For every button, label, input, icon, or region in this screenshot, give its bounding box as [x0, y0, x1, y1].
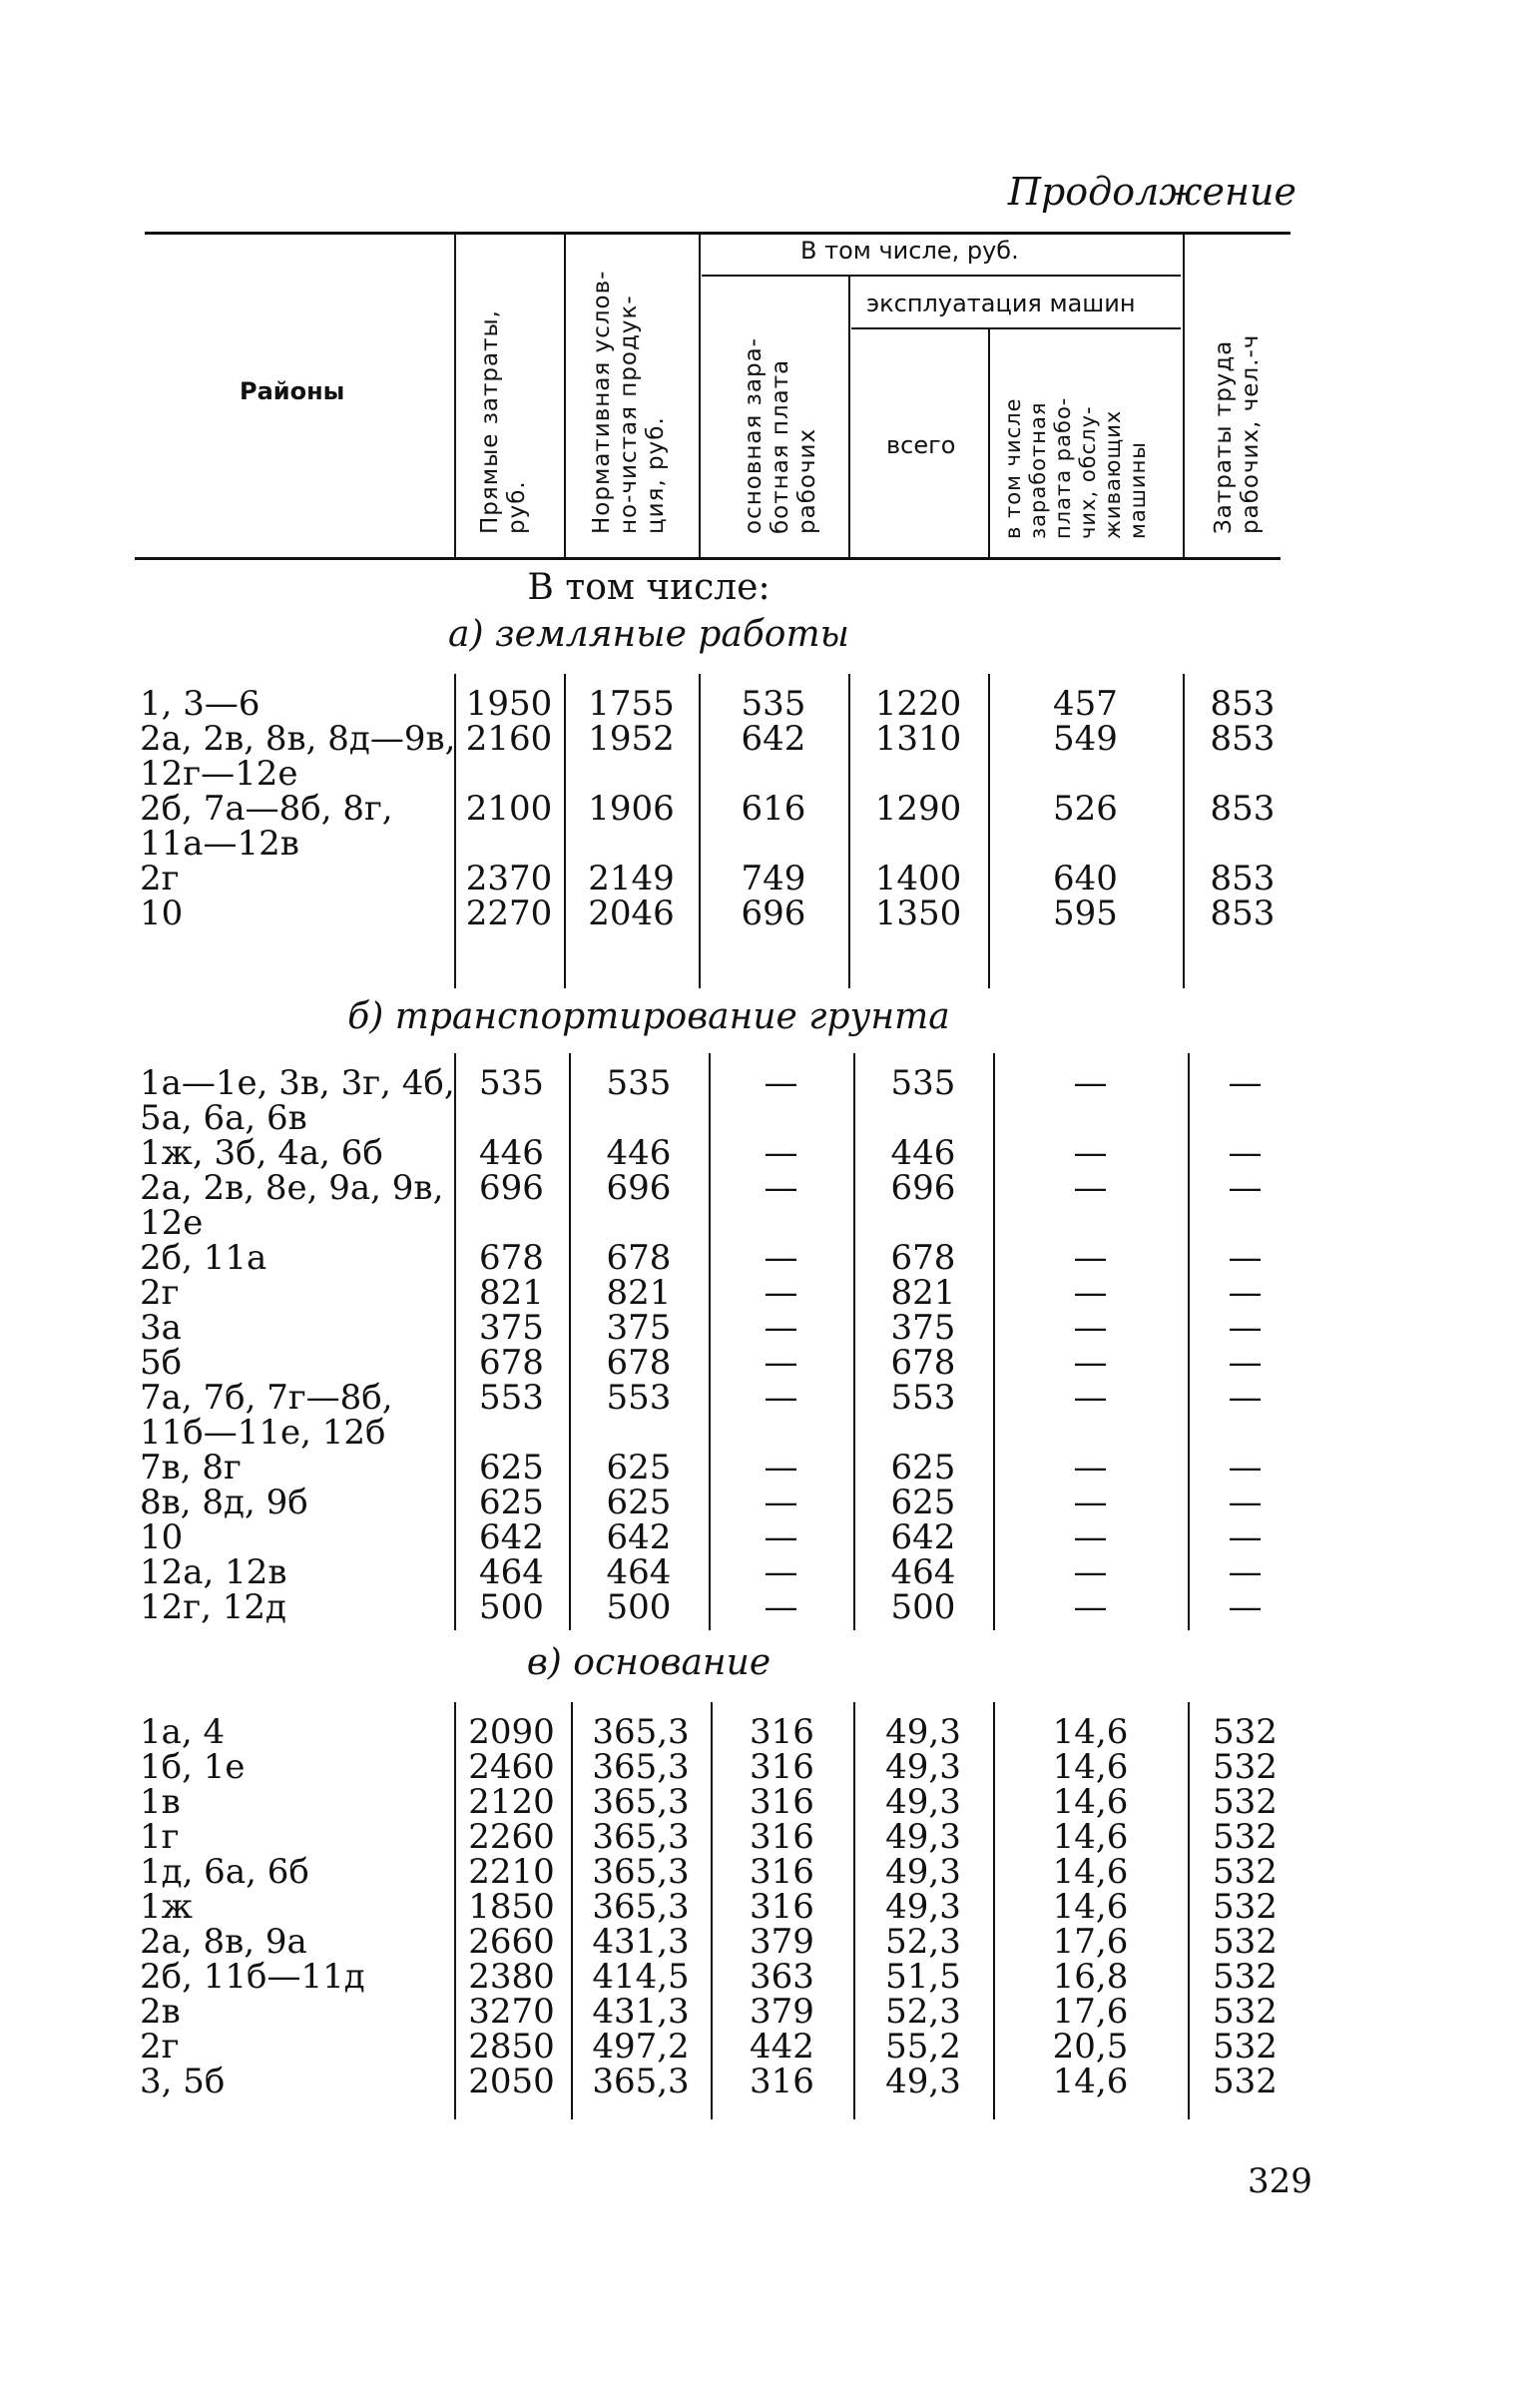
foundation-direct-costs: 2090 2460 2120 2260 2210 1850 2660 2380 3270 2850 2050: [468, 1712, 555, 2101]
earthworks-labor: 853 853 853 853 853: [1210, 684, 1276, 933]
soil-transport-machines-total: 535 446 696 678 821 375 678 553 625 625 642 464 500: [890, 1063, 956, 1627]
earthworks-normative-output: 1755 1952 1906 2149 2046: [588, 684, 675, 933]
header-top-rule: [145, 232, 1290, 235]
running-header: Продолжение: [1007, 170, 1296, 214]
s3-vline-1: [454, 1702, 456, 2119]
s3-vline-2: [571, 1702, 573, 2119]
s3-vline-4: [853, 1702, 855, 2119]
foundation-base-wage: 316 316 316 316 316 316 379 363 379 442 316: [750, 1712, 814, 2101]
including-underline: [702, 275, 1181, 277]
soil-transport-normative-output: 535 446 696 678 821 375 678 553 625 625 642 464 500: [606, 1063, 672, 1627]
foundation-normative-output: 365,3 365,3 365,3 365,3 365,3 365,3 431,3 414,5 431,3 497,2 365,3: [592, 1712, 690, 2101]
header-machine-operation: эксплуатация машин: [866, 290, 1136, 317]
earthworks-machines-wage: 457 549 526 640 595: [1053, 684, 1118, 933]
s1-vline-6: [1183, 674, 1185, 988]
section-title-soil-transport: б) транспортирование грунта: [347, 996, 950, 1037]
hdr-vline-1: [454, 232, 456, 557]
foundation-labor: 532 532 532 532 532 532 532 532 532 532 532: [1213, 1712, 1278, 2101]
hdr-vline-4: [848, 277, 850, 557]
header-normative-output: Нормативная услов- но-чистая продук- ция, руб.: [589, 270, 669, 534]
hdr-vline-2: [564, 232, 566, 557]
soil-transport-machines-wage: — — — — — — — — — — — — —: [1073, 1063, 1108, 1627]
foundation-regions: 1а, 4 1б, 1е 1в 1г 1д, 6а, 6б 1ж 2а, 8в, 9а 2б, 11б—11д 2в 2г 3, 5б: [140, 1712, 365, 2101]
s1-vline-5: [988, 674, 990, 988]
s2-vline-3: [709, 1053, 711, 1630]
intro-line: В том числе:: [527, 567, 770, 608]
earthworks-base-wage: 535 642 616 749 696: [741, 684, 806, 933]
s1-vline-4: [848, 674, 850, 988]
header-total: всего: [886, 431, 956, 459]
section-title-foundation: в) основание: [526, 1642, 771, 1683]
soil-transport-direct-costs: 535 446 696 678 821 375 678 553 625 625 642 464 500: [479, 1063, 544, 1627]
foundation-machines-wage: 14,6 14,6 14,6 14,6 14,6 14,6 17,6 16,8 17,6 20,5 14,6: [1052, 1712, 1129, 2101]
s2-vline-2: [569, 1053, 571, 1630]
s2-vline-4: [853, 1053, 855, 1630]
hdr-vline-3: [699, 232, 701, 557]
machines-underline: [851, 327, 1181, 329]
page-number: 329: [1248, 2161, 1312, 2201]
header-incl-wage: в том числе заработная плата рабо- чих, обслу- живающих машины: [1001, 396, 1150, 539]
s3-vline-6: [1188, 1702, 1190, 2119]
header-bottom-rule: [135, 557, 1281, 560]
s1-vline-2: [564, 674, 566, 988]
soil-transport-base-wage: — — — — — — — — — — — — —: [764, 1063, 798, 1627]
s3-vline-3: [711, 1702, 713, 2119]
header-labor: Затраты труда рабочих, чел.-ч: [1211, 333, 1264, 534]
header-base-wage: основная зара- ботная плата рабочих: [741, 337, 820, 534]
earthworks-direct-costs: 1950 2160 2100 2370 2270: [465, 684, 553, 933]
header-regions: Районы: [240, 377, 345, 405]
header-direct-costs: Прямые затраты, руб.: [477, 309, 530, 534]
soil-transport-regions: 1а—1е, 3в, 3г, 4б, 5а, 6а, 6в 1ж, 3б, 4а, 6б 2а, 2в, 8е, 9а, 9в, 12е 2б, 11а 2г 3а 5б 7а, 7б, 7г—8б, 11б—11е, 12б 7в, 8г 8в, 8д, 9б 10 12а, 12в 12г, 12д: [140, 1063, 455, 1627]
s1-vline-3: [699, 674, 701, 988]
s3-vline-5: [993, 1702, 995, 2119]
header-including-rub: В том числе, руб.: [800, 237, 1019, 265]
hdr-vline-5: [988, 329, 990, 557]
earthworks-regions: 1, 3—6 2а, 2в, 8в, 8д—9в, 12г—12е 2б, 7а—8б, 8г, 11а—12в 2г 10: [140, 684, 456, 933]
section-title-earthworks: а) земляные работы: [448, 614, 849, 655]
hdr-vline-6: [1183, 232, 1185, 557]
s2-vline-6: [1188, 1053, 1190, 1630]
s2-vline-5: [993, 1053, 995, 1630]
foundation-machines-total: 49,3 49,3 49,3 49,3 49,3 49,3 52,3 51,5 52,3 55,2 49,3: [885, 1712, 961, 2101]
earthworks-machines-total: 1220 1310 1290 1400 1350: [874, 684, 962, 933]
soil-transport-labor: — — — — — — — — — — — — —: [1228, 1063, 1263, 1627]
